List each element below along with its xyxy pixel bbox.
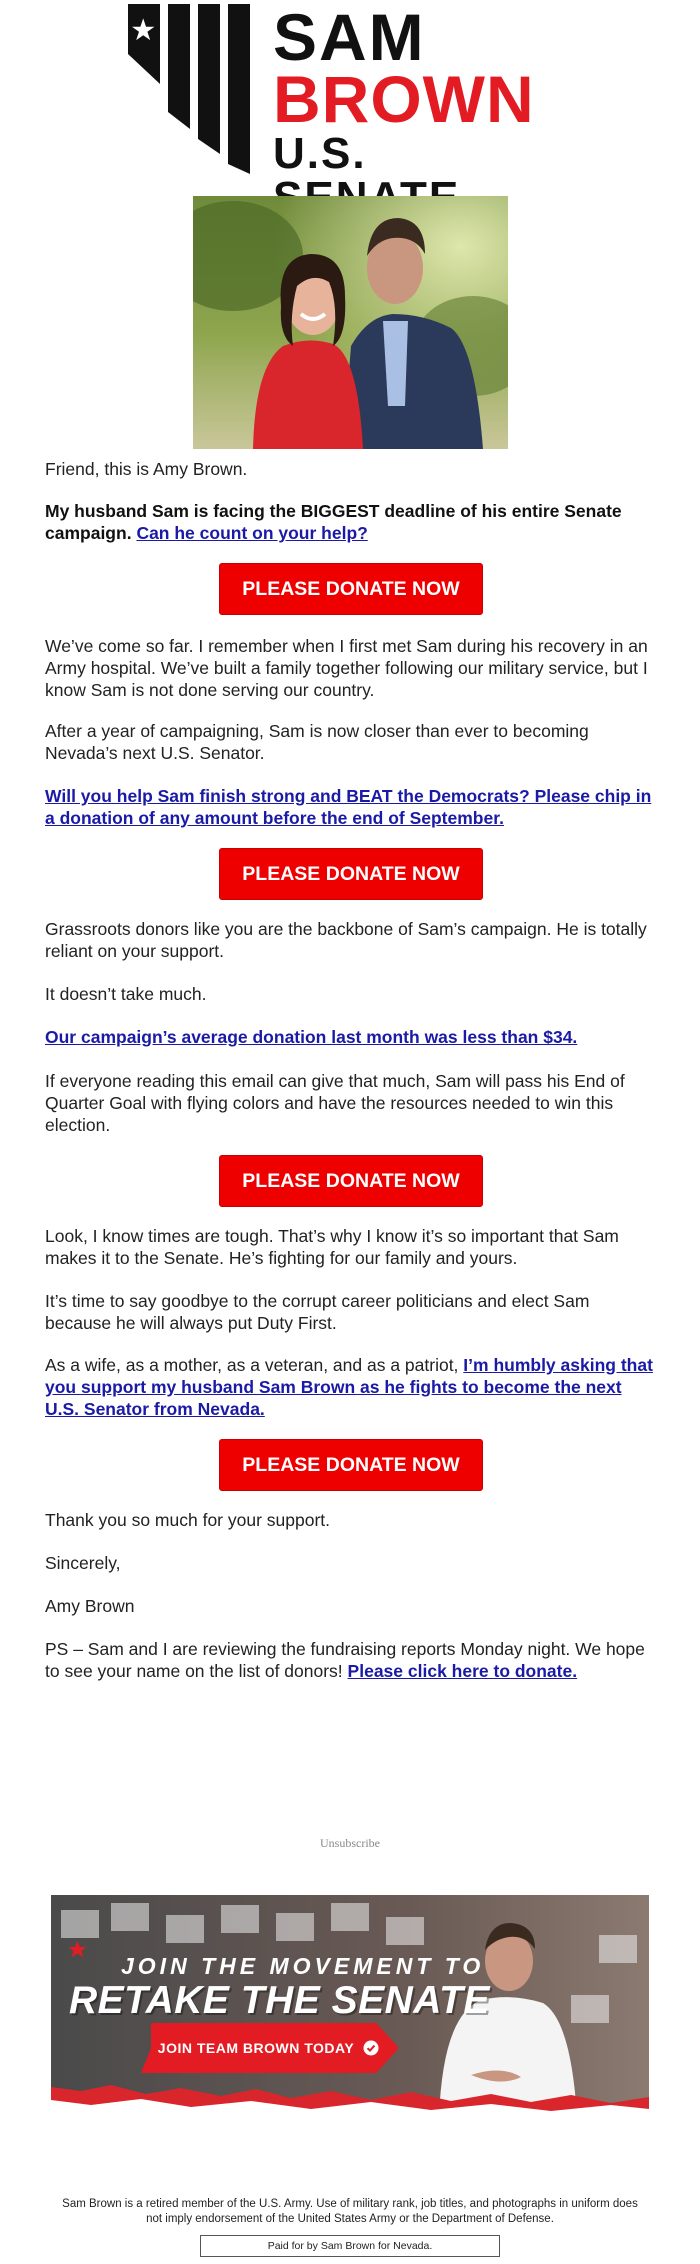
banner-main-text: RETAKE THE SENATE bbox=[69, 1979, 490, 2022]
paragraph-goodbye: It’s time to say goodbye to the corrupt career politicians and elect Sam because he will always put Duty First. bbox=[45, 1291, 590, 1333]
donate-button-2[interactable]: PLEASE DONATE NOW bbox=[219, 848, 483, 900]
logo-senate-text: U.S. bbox=[273, 129, 367, 178]
average-donation-link[interactable]: Our campaign’s average donation last month was less than $34. bbox=[45, 1027, 578, 1047]
join-movement-banner[interactable] bbox=[51, 1895, 649, 2117]
paragraph-average bbox=[45, 1026, 655, 1048]
paragraph-wife bbox=[45, 1354, 655, 1420]
humbly-asking-link[interactable]: I’m humbly asking that you support my husband Sam Brown as he fights to become the next U.S. Senator from Nevada. bbox=[45, 1355, 653, 1419]
military-disclaimer bbox=[40, 2197, 660, 2227]
banner-top-text: JOIN THE MOVEMENT TO bbox=[121, 1953, 485, 1979]
campaign-logo bbox=[128, 0, 578, 179]
disclaimer-line-2: not imply endorsement of the United States Army or the Department of Defense. bbox=[146, 2213, 554, 2225]
paragraph-everyone: If everyone reading this email can give that much, Sam will pass his End of Quarter Goal with flying colors and have the resources needed to win this election. bbox=[45, 1071, 625, 1135]
paragraph-doesnt-take-much: It doesn’t take much. bbox=[45, 984, 207, 1004]
join-team-button[interactable] bbox=[141, 2023, 401, 2073]
intro-bold-text: My husband Sam is facing the BIGGEST deadline of his entire Senate campaign. bbox=[45, 501, 622, 543]
intro-paragraph bbox=[45, 500, 655, 544]
logo-brown-text: BROWN bbox=[273, 62, 535, 136]
disclaimer-line-1: Sam Brown is a retired member of the U.S. Army. Use of military rank, job titles, and photographs in uniform does bbox=[62, 2198, 638, 2210]
donate-button-1[interactable]: PLEASE DONATE NOW bbox=[219, 563, 483, 615]
intro-help-link[interactable]: Can he count on your help? bbox=[136, 523, 368, 543]
check-circle-icon bbox=[363, 2040, 379, 2056]
signature-text: Amy Brown bbox=[45, 1596, 135, 1616]
unsubscribe-link[interactable]: Unsubscribe bbox=[320, 1836, 380, 1850]
paragraph-grassroots: Grassroots donors like you are the backbone of Sam’s campaign. He is totally reliant on your support. bbox=[45, 919, 647, 961]
paragraph-finish-strong bbox=[45, 785, 655, 829]
paragraph-tough: Look, I know times are tough. That’s why I know it’s so important that Sam makes it to the Senate. He’s fighting for our family and yours. bbox=[45, 1226, 619, 1268]
paragraph-year: After a year of campaigning, Sam is now closer than ever to becoming Nevada’s next U.S. Senator. bbox=[45, 721, 589, 763]
paragraph-come-far: We’ve come so far. I remember when I first met Sam during his recovery in an Army hospital. We’ve built a family together following our military service, but I know Sam is not done serving our country. bbox=[45, 636, 648, 700]
donate-button-4[interactable]: PLEASE DONATE NOW bbox=[219, 1439, 483, 1491]
greeting-text: Friend, this is Amy Brown. bbox=[45, 459, 248, 479]
finish-strong-link[interactable]: Will you help Sam finish strong and BEAT the Democrats? Please chip in a donation of any amount before the end of September. bbox=[45, 786, 652, 828]
donate-button-3[interactable]: PLEASE DONATE NOW bbox=[219, 1155, 483, 1207]
ps-text: PS – Sam and I are reviewing the fundraising reports Monday night. We hope to see your name on the list of donors! bbox=[45, 1639, 645, 1681]
flag-stripes-logo-icon bbox=[128, 4, 263, 179]
paragraph-ps bbox=[45, 1638, 655, 1682]
ps-donate-link[interactable]: Please click here to donate. bbox=[347, 1661, 578, 1681]
couple-photo bbox=[193, 196, 508, 449]
logo-sam-text: SAM bbox=[273, 0, 426, 74]
paid-for-box: Paid for by Sam Brown for Nevada. bbox=[200, 2235, 500, 2257]
paragraph-sincerely: Sincerely, bbox=[45, 1553, 121, 1573]
paragraph-thanks: Thank you so much for your support. bbox=[45, 1510, 330, 1530]
wife-lead-text: As a wife, as a mother, as a veteran, and as a patriot, bbox=[45, 1355, 459, 1375]
join-team-label: JOIN TEAM BROWN TODAY bbox=[157, 2040, 355, 2056]
